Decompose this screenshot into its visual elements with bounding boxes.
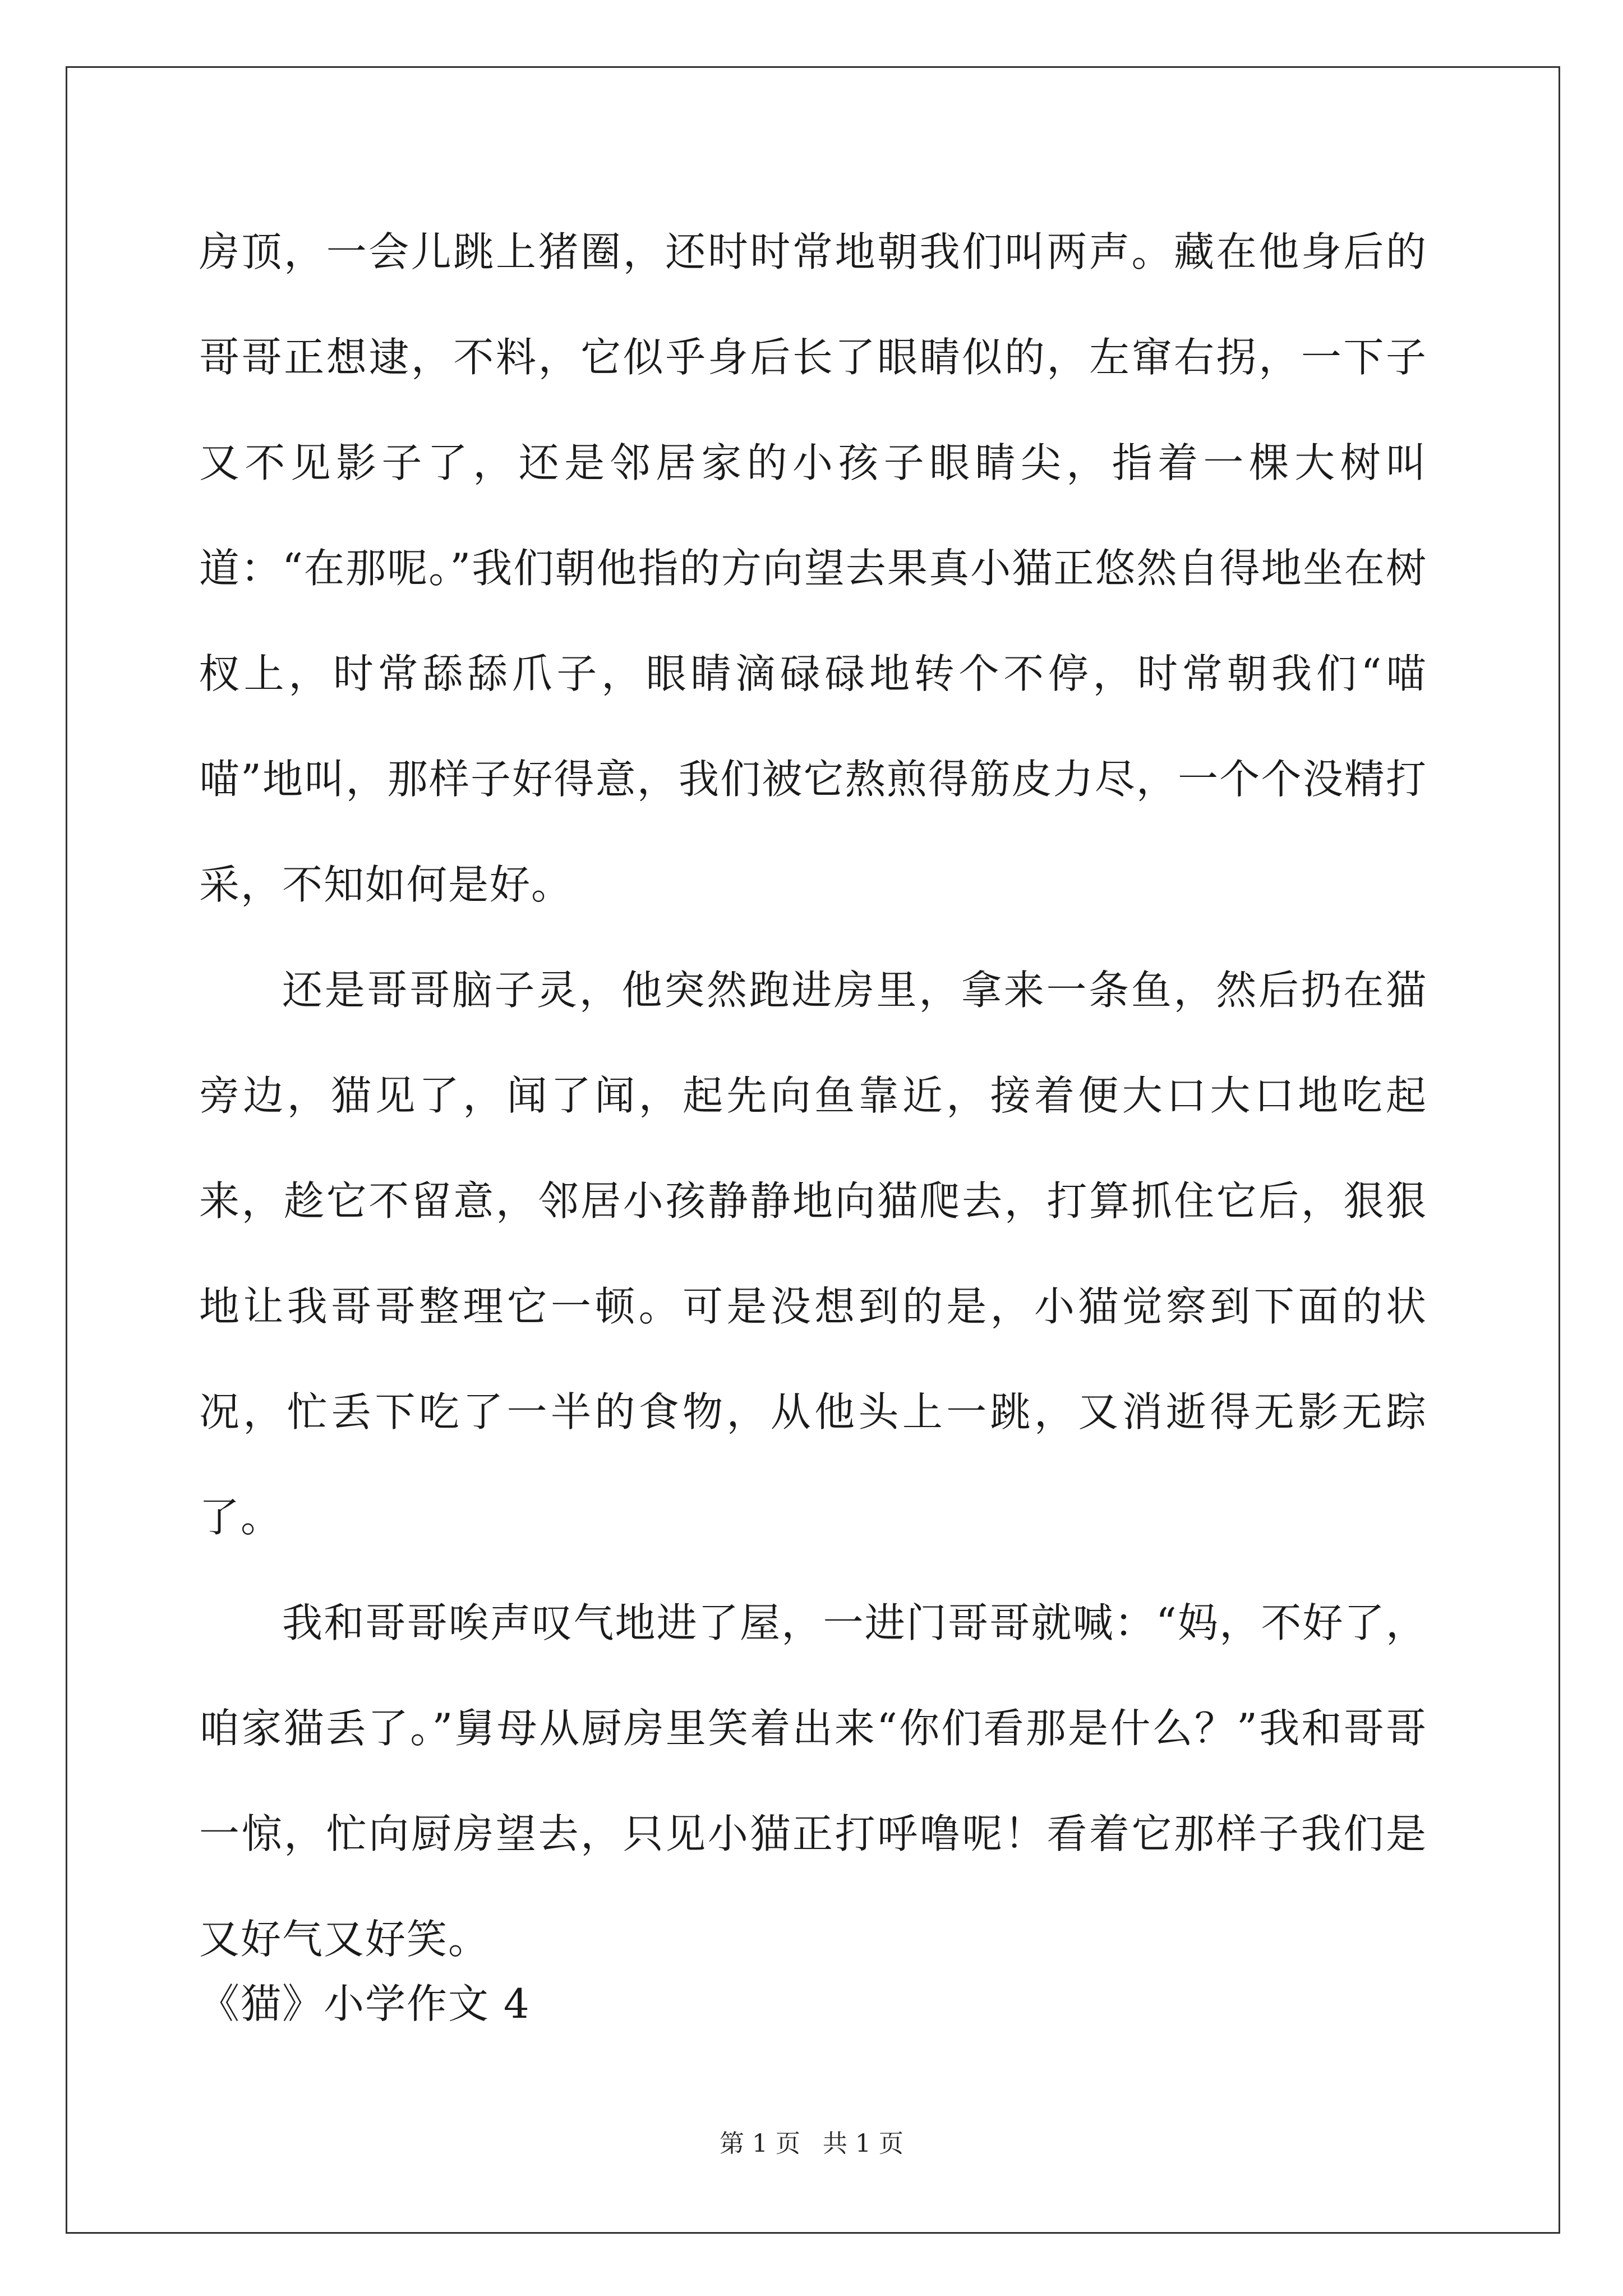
paragraph-3: 我和哥哥唉声叹气地进了屋，一进门哥哥就喊：“妈，不好了，咱家猫丢了。”舅母从厨房里笑着出来“你们看那是什么？”我和哥哥一惊，忙向厨房望去，只见小猫正打呼噜呢！看着它那样子我们是又好气又好笑。 [199,1599,1427,1963]
section-title: 《猫》小学作文 4 [199,1980,531,2027]
page-total: 共 1 页 [823,2129,903,2158]
page-footer [0,2127,1623,2161]
paragraph-2: 还是哥哥脑子灵，他突然跑进房里，拿来一条鱼，然后扔在猫旁边，猫见了，闻了闻，起先向鱼靠近，接着便大口大口地吃起来，趁它不留意，邻居小孩静静地向猫爬去，打算抓住它后，狠狠地让我哥哥整理它一顿。可是没想到的是，小猫觉察到下面的状况，忙丢下吃了一半的食物，从他头上一跳，又消逝得无影无踪了。 [199,967,1427,1541]
page-number: 第 1 页 [720,2129,800,2158]
paragraph-1: 房顶，一会儿跳上猪圈，还时时常地朝我们叫两声。藏在他身后的哥哥正想逮，不料，它似乎身后长了眼睛似的，左窜右拐，一下子又不见影子了，还是邻居家的小孩子眼睛尖，指着一棵大树叫道：“在那呢。”我们朝他指的方向望去果真小猫正悠然自得地坐在树杈上，时常舔舔爪子，眼睛滴碌碌地转个不停，时常朝我们“喵喵”地叫，那样子好得意，我们被它熬煎得筋皮力尽，一个个没精打采，不知如何是好。 [199,228,1427,908]
document-body [199,199,1427,1992]
